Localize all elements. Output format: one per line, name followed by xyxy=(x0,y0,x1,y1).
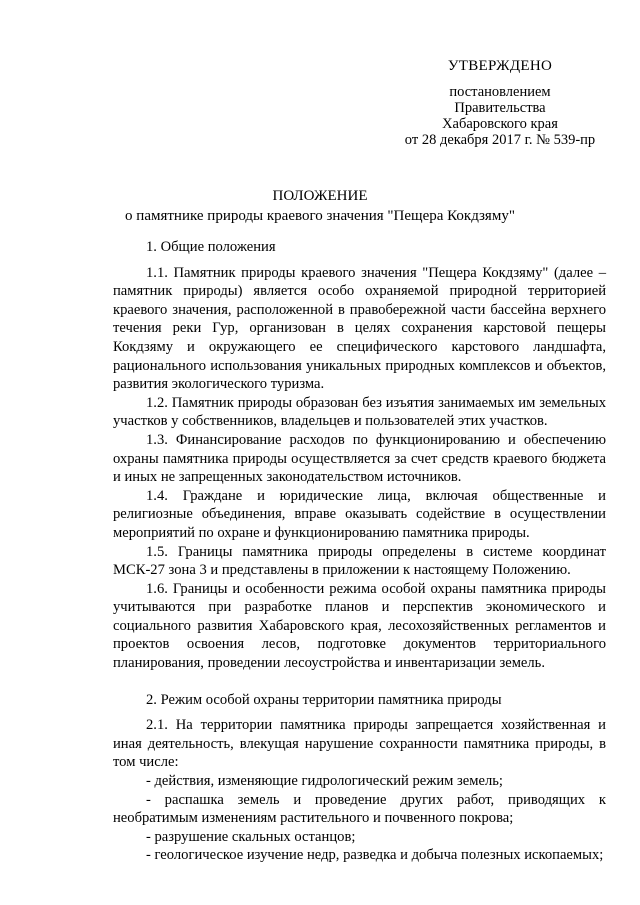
section-heading: 2. Режим особой охраны территории памятника природы xyxy=(146,691,502,708)
paragraph: 1.1. Памятник природы краевого значения "Пещера Кокдзяму" (далее – памятник природы) является особо охраняемой природной территорией краевого значения, расположенной в правобережной части бассейна верхнего течения реки Гур, организован в целях сохранения карстовой пещеры Кокдзяму и окружающего ее специфического карстового ландшафта, рационального использования уникальных природных комплексов и объектов, развития экологического туризма. xyxy=(113,264,606,393)
paragraph: 1.4. Граждане и юридические лица, включая общественные и религиозные объединения, вправе оказывать содействие в осуществлении мероприятий по охране и функционированию памятника природы. xyxy=(113,487,606,541)
document-title: ПОЛОЖЕНИЕ xyxy=(272,188,368,204)
paragraph: 1.2. Памятник природы образован без изъятия занимаемых им земельных участков у собственников, владельцев и пользователей этих участков. xyxy=(113,394,606,430)
paragraph: 2.1. На территории памятника природы запрещается хозяйственная и иная деятельность, влекущая нарушение сохранности памятника природы, в том числе: xyxy=(113,717,606,771)
paragraph: 1.6. Границы и особенности режима особой охраны памятника природы учитываются при разработке планов и перспектив экономического и социального развития Хабаровского края, лесохозяйственных регламентов и проектов освоения лесов, подготовке документов территориального планирования, проведении лесоустройства и инвентаризации земель. xyxy=(113,580,606,672)
list-item: - распашка земель и проведение других работ, приводящих к необратимым изменениям растительного и почвенного покрова; xyxy=(113,791,606,827)
document-body xyxy=(113,238,606,865)
approval-line: Правительства xyxy=(454,100,546,116)
paragraph: 1.5. Границы памятника природы определены в системе координат МСК-27 зона 3 и представлены в приложении к настоящему Положению. xyxy=(113,543,606,579)
approval-stamp xyxy=(400,58,600,148)
section-heading: 1. Общие положения xyxy=(146,239,276,255)
approval-line: постановлением xyxy=(449,84,551,100)
approval-heading: УТВЕРЖДЕНО xyxy=(447,58,553,74)
approval-line: от 28 декабря 2017 г. № 539-пр xyxy=(404,132,596,148)
paragraph: 1.3. Финансирование расходов по функционированию и обеспечению охраны памятника природы осуществляется за счет средств краевого бюджета и иных не запрещенных законодательством источников. xyxy=(113,431,606,486)
list-item: - геологическое изучение недр, разведка и добыча полезных ископаемых; xyxy=(146,847,604,864)
approval-line: Хабаровского края xyxy=(442,116,558,132)
list-item: - разрушение скальных останцов; xyxy=(146,828,356,845)
document-subtitle: о памятнике природы краевого значения "Пещера Кокдзяму" xyxy=(125,208,515,224)
list-item: - действия, изменяющие гидрологический режим земель; xyxy=(146,773,503,790)
